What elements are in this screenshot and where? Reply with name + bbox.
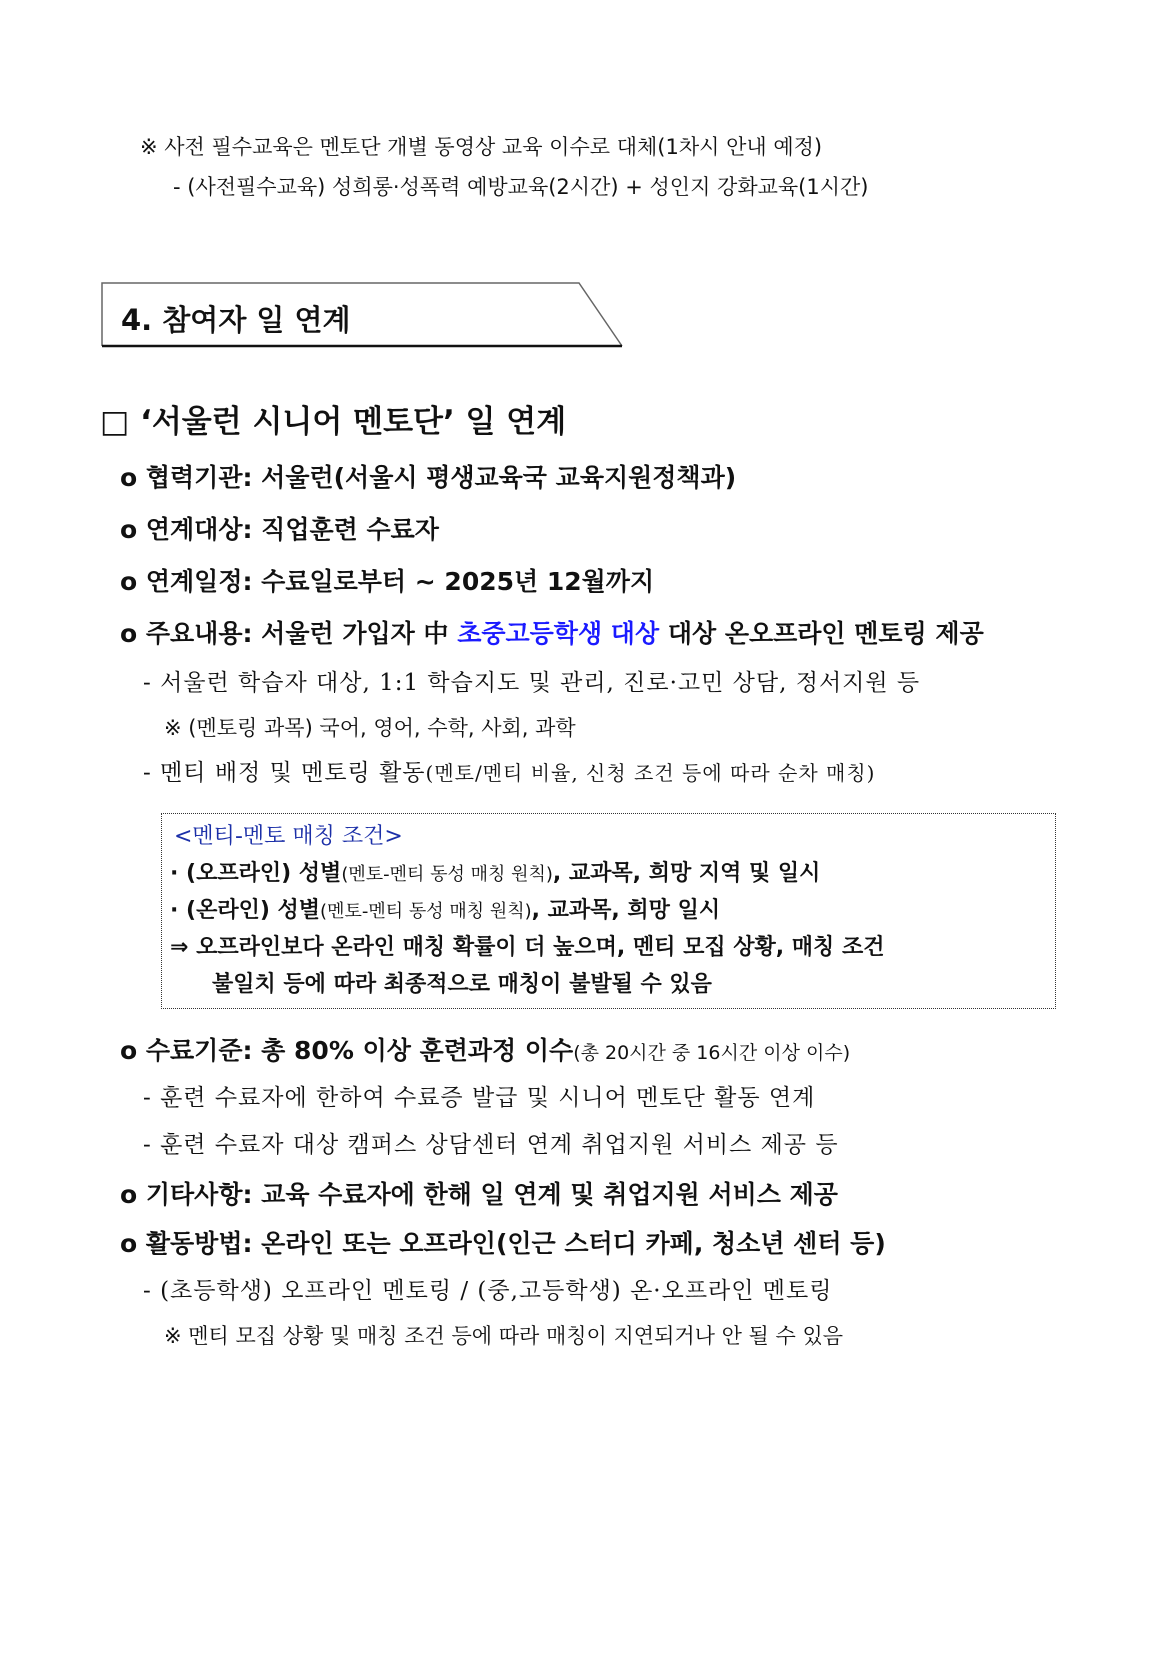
note-prerequisite: ※ 사전 필수교육은 멘토단 개별 동영상 교육 이수로 대체(1차시 안내 예정)	[140, 135, 823, 159]
box-line-offline: · (오프라인) 성별(멘토-멘티 동성 매칭 원칙), 교과목, 희망 지역 및 일시	[170, 861, 821, 886]
method-sub: - (초등학생) 오프라인 멘토링 / (중,고등학생) 온·오프라인 멘토링	[143, 1278, 833, 1304]
completion-sub1: - 훈련 수료자에 한하여 수료증 발급 및 시니어 멘토단 활동 연계	[143, 1085, 816, 1111]
item-schedule: o 연계일정: 수료일로부터 ~ 2025년 12월까지	[120, 567, 655, 596]
box-line-online: · (온라인) 성별(멘토-멘티 동성 매칭 원칙), 교과목, 희망 일시	[170, 898, 721, 923]
content-sub2-text: - 멘티 배정 및 멘토링 활동	[143, 760, 426, 786]
content-sub1: - 서울런 학습자 대상, 1:1 학습지도 및 관리, 진로·고민 상담, 정서지원 등	[143, 670, 921, 696]
box-line-note-cont: 불일치 등에 따라 최종적으로 매칭이 불발될 수 있음	[212, 972, 712, 997]
content-sub1-note: ※ (멘토링 과목) 국어, 영어, 수학, 사회, 과학	[164, 716, 576, 740]
box-line-note: ⇒ 오프라인보다 온라인 매칭 확률이 더 높으며, 멘티 모집 상황, 매칭 조건	[170, 935, 885, 960]
content-pre: o 주요내용: 서울런 가입자 中	[120, 619, 458, 648]
item-target: o 연계대상: 직업훈련 수료자	[120, 515, 439, 544]
item-completion: o 수료기준: 총 80% 이상 훈련과정 이수(총 20시간 중 16시간 이상 이수)	[120, 1036, 851, 1065]
page-heading: □ ‘서울런 시니어 멘토단’ 일 연계	[100, 404, 567, 440]
note-prerequisite-detail: - (사전필수교육) 성희롱·성폭력 예방교육(2시간) + 성인지 강화교육(1시간)	[173, 175, 869, 199]
item-etc: o 기타사항: 교육 수료자에 한해 일 연계 및 취업지원 서비스 제공	[120, 1180, 838, 1209]
item-content	[120, 621, 984, 646]
content-highlight: 초중고등학생 대상	[457, 619, 660, 648]
section-title: 4. 참여자 일 연계	[121, 303, 351, 337]
box-title: <멘티-멘토 매칭 조건>	[174, 824, 403, 849]
item-partner: o 협력기관: 서울런(서울시 평생교육국 교육지원정책과)	[120, 463, 737, 492]
content-sub2	[143, 762, 875, 785]
matching-conditions-box	[161, 813, 1056, 1009]
content-sub2-detail: (멘토/멘티 비율, 신청 조건 등에 따라 순차 매칭)	[425, 761, 876, 785]
content-post: 대상 온오프라인 멘토링 제공	[659, 619, 984, 648]
item-method: o 활동방법: 온라인 또는 오프라인(인근 스터디 카페, 청소년 센터 등)	[120, 1229, 886, 1258]
completion-sub2: - 훈련 수료자 대상 캠퍼스 상담센터 연계 취업지원 서비스 제공 등	[143, 1132, 839, 1158]
section-header	[101, 282, 621, 346]
method-note: ※ 멘티 모집 상황 및 매칭 조건 등에 따라 매칭이 지연되거나 안 될 수 있음	[164, 1324, 844, 1348]
